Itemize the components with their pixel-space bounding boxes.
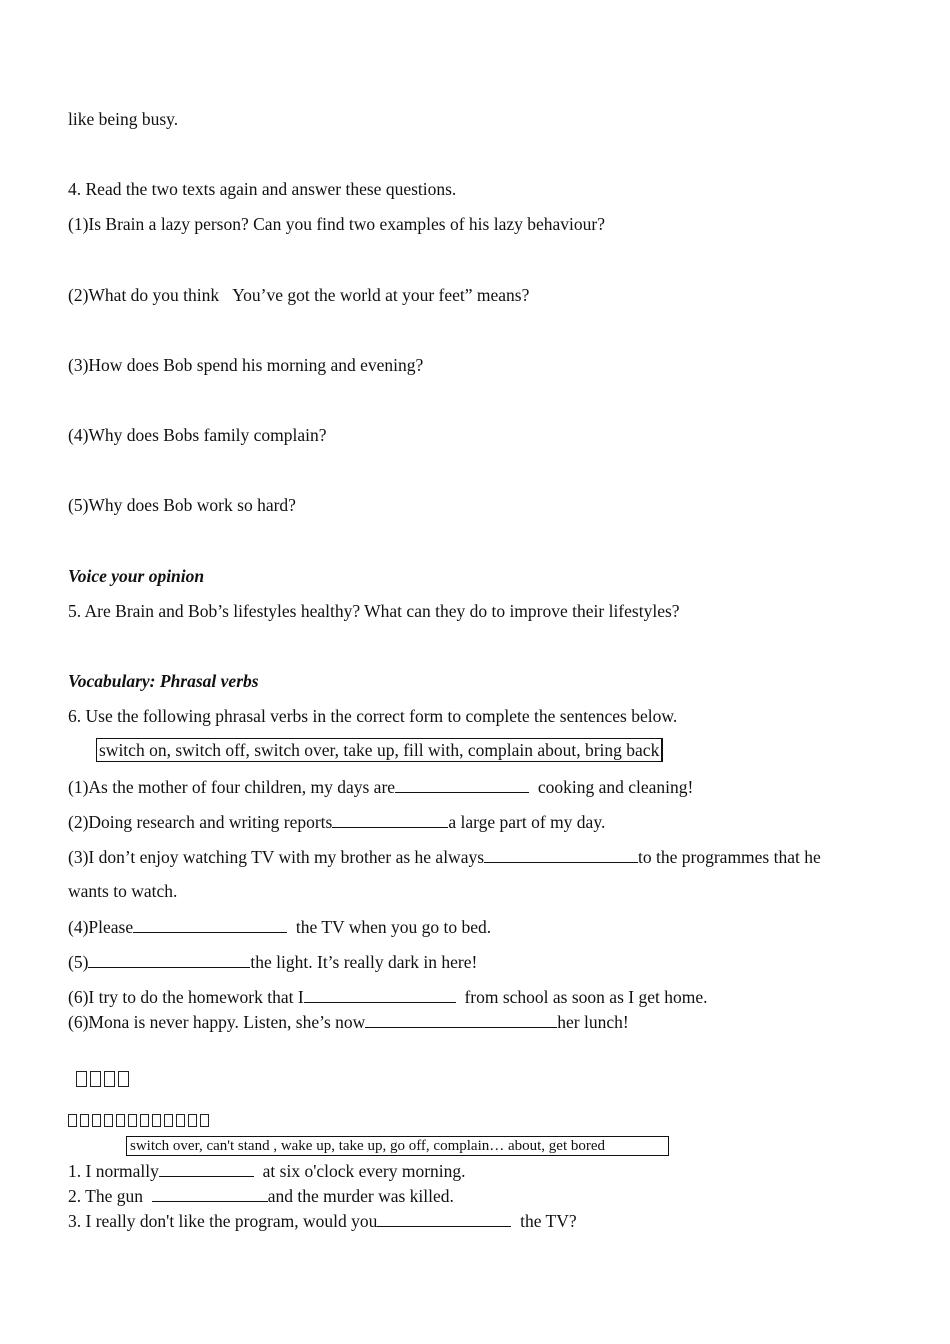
sentence-4	[68, 915, 491, 938]
q4-item-5: (5)Why does Bob work so hard?	[68, 495, 296, 515]
extra-sentence-1-end: at six o'clock every morning.	[262, 1161, 466, 1181]
extra-sentence-3-start: 3. I really don't like the program, would you	[68, 1211, 378, 1231]
voice-heading: Voice your opinion	[68, 566, 205, 586]
sentence-1-start: (1)As the mother of four children, my days are	[68, 777, 396, 797]
extra-sentence-1	[68, 1159, 466, 1182]
sentence-6	[68, 985, 707, 1008]
q4-item-3: (3)How does Bob spend his morning and evening?	[68, 355, 424, 375]
sentence-1-end: cooking and cleaning!	[537, 777, 694, 797]
sentence-1	[68, 775, 693, 798]
extra-sentence-2-end: and the murder was killed.	[267, 1186, 454, 1206]
blank-2[interactable]	[332, 810, 448, 828]
blank-3[interactable]	[484, 845, 638, 863]
sentence-3	[68, 845, 821, 868]
q4-item-2: (2)What do you think You’ve got the world at your feet” means?	[68, 285, 530, 305]
blank-1[interactable]	[395, 775, 529, 793]
vocab-heading: Vocabulary: Phrasal verbs	[68, 671, 259, 691]
sentence-4-start: (4)Please	[68, 917, 134, 937]
vocab-instruction: 6. Use the following phrasal verbs in the correct form to complete the sentences below.	[68, 706, 678, 726]
extra-sentence-2	[68, 1184, 454, 1207]
sentence-4-end: the TV when you go to bed.	[295, 917, 492, 937]
extra-blank-3[interactable]	[377, 1209, 511, 1227]
q4-heading: 4. Read the two texts again and answer these questions.	[68, 179, 457, 199]
extra-word-box: switch over, can't stand , wake up, take up, go off, complain… about, get bored	[126, 1136, 669, 1156]
extra-blank-1[interactable]	[159, 1159, 254, 1177]
sentence-2-start: (2)Doing research and writing reports	[68, 812, 333, 832]
sentence-6-end: from school as soon as I get home.	[464, 987, 708, 1007]
extra-sentence-1-start: 1. I normally	[68, 1161, 159, 1181]
extra-blank-2[interactable]	[152, 1184, 268, 1202]
q4-item-1: (1)Is Brain a lazy person? Can you find two examples of his lazy behaviour?	[68, 214, 605, 234]
q5-question: 5. Are Brain and Bob’s lifestyles healthy? What can they do to improve their lifestyles?	[68, 601, 680, 621]
extra-sentence-3	[68, 1209, 577, 1232]
blank-7[interactable]	[365, 1010, 557, 1028]
sentence-5-end: the light. It’s really dark in here!	[250, 952, 478, 972]
sentence-2-end: a large part of my day.	[448, 812, 606, 832]
sentence-2	[68, 810, 605, 833]
sentence-7-end: her lunch!	[557, 1012, 629, 1032]
intro-tail: like being busy.	[68, 109, 179, 129]
blank-6[interactable]	[304, 985, 456, 1003]
sentence-6-start: (6)I try to do the homework that I	[68, 987, 304, 1007]
sentence-3-start: (3)I don’t enjoy watching TV with my brother as he always	[68, 847, 485, 867]
sentence-7-start: (6)Mona is never happy. Listen, she’s now	[68, 1012, 366, 1032]
sentence-3-continued: wants to watch.	[68, 881, 178, 901]
sentence-5-start: (5)	[68, 952, 89, 972]
q4-item-4: (4)Why does Bobs family complain?	[68, 425, 327, 445]
sentence-5	[68, 950, 477, 973]
phrasal-verb-box: switch on, switch off, switch over, take up, fill with, complain about, bring back	[96, 738, 663, 762]
sentence-7	[68, 1010, 629, 1033]
missing-glyph-heading	[76, 1071, 132, 1091]
extra-sentence-2-start: 2. The gun	[68, 1186, 144, 1206]
sentence-3-end: to the programmes that he	[638, 847, 821, 867]
extra-sentence-3-end: the TV?	[520, 1211, 577, 1231]
blank-5[interactable]	[88, 950, 250, 968]
missing-glyph-instruction	[68, 1112, 212, 1131]
blank-4[interactable]	[133, 915, 287, 933]
